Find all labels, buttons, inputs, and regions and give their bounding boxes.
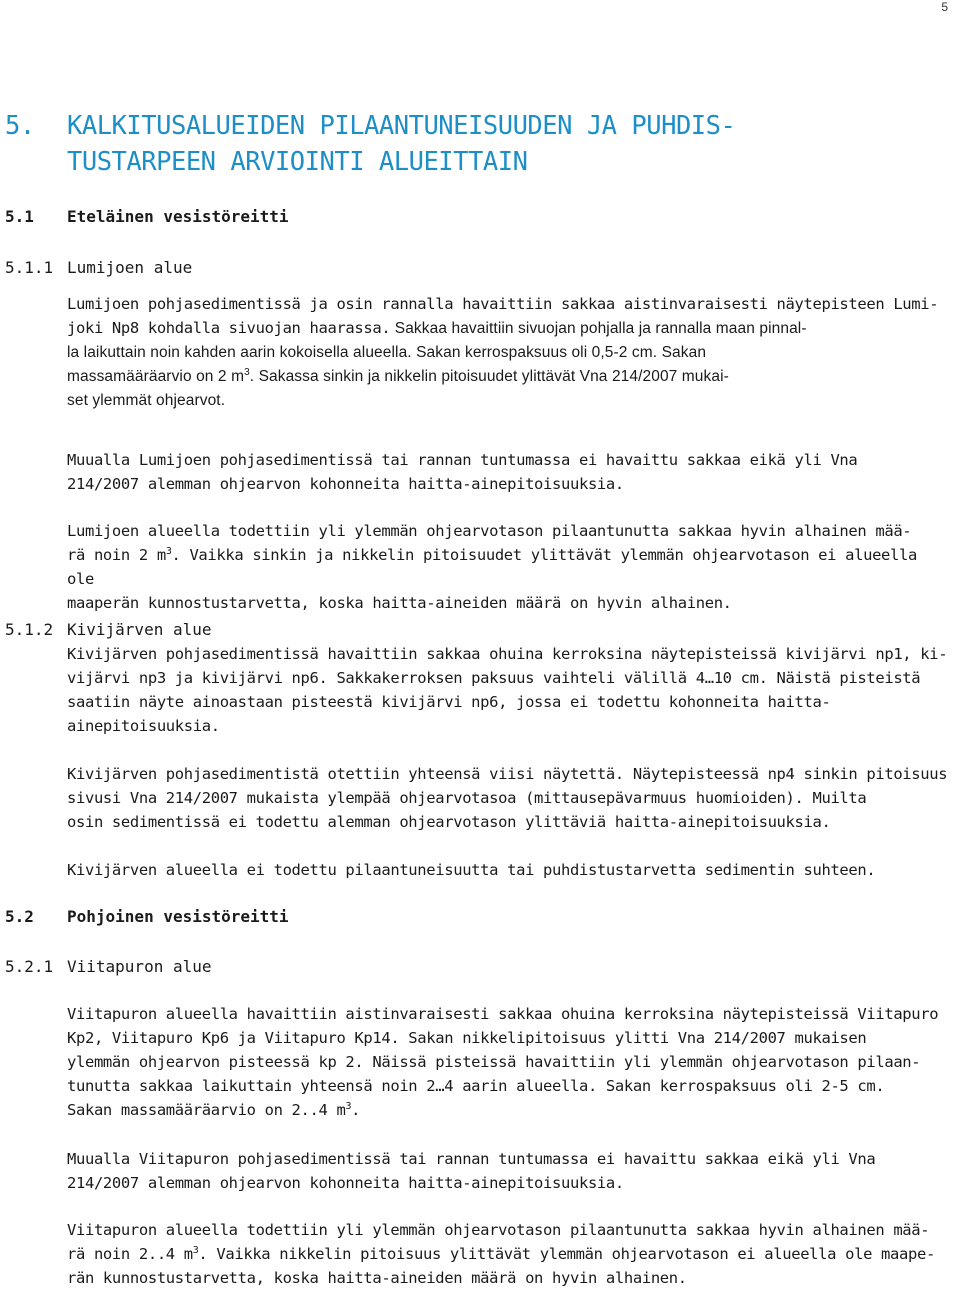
paragraph-viitapuro-2	[67, 1147, 952, 1195]
text-line: 214/2007 alemman ohjearvon kohonneita haitta-ainepitoisuuksia.	[67, 475, 624, 493]
text-line: Kivijärven pohjasedimentistä otettiin yhteensä viisi näytettä. Näytepisteessä np4 sinkin pitoisuus	[67, 765, 948, 783]
chapter-title-line-1: KALKITUSALUEIDEN PILAANTUNEISUUDEN JA PUHDIS-	[67, 111, 736, 141]
paragraph-lumijoki-1	[67, 292, 952, 413]
text-line: ainepitoisuuksia.	[67, 717, 220, 735]
section-heading-5-1	[5, 205, 945, 229]
subsection-title: Kivijärven alue	[67, 620, 212, 639]
text-line: saatiin näyte ainoastaan pisteestä kivijärvi np6, jossa ei todettu kohonneita haitta-	[67, 693, 831, 711]
text-line: Muualla Lumijoen pohjasedimentissä tai rannan tuntumassa ei havaittu sakkaa eikä yli Vna	[67, 451, 858, 469]
paragraph-lumijoki-3	[67, 519, 952, 615]
text-line: la laikuttain noin kahden aarin kokoisella alueella. Sakan kerrospaksuus oli 0,5-2 cm. Sakan	[67, 344, 707, 361]
text-line: Muualla Viitapuron pohjasedimentissä tai rannan tuntumassa ei havaittu sakkaa eikä yli Vna	[67, 1150, 876, 1168]
text-line: 214/2007 alemman ohjearvon kohonneita haitta-ainepitoisuuksia.	[67, 1174, 624, 1192]
text-line: Sakan massamääräarvio on 2..4 $m^3$.	[67, 1101, 361, 1119]
subsection-heading-5-1-1	[5, 256, 945, 280]
paragraph-kivijarvi-1	[67, 642, 952, 738]
section-number: 5.2	[5, 907, 34, 926]
text-line: joki Np8 kohdalla sivuojan haarassa. Sakkaa havaittiin sivuojan pohjalla ja rannalla maan pinnal-	[67, 319, 807, 337]
text-line: Lumijoen pohjasedimentissä ja osin rannalla havaittiin sakkaa aistinvaraisesti näytepisteen Lumi-	[67, 295, 939, 313]
subsection-heading-5-1-2	[5, 618, 945, 642]
paragraph-lumijoki-2	[67, 448, 952, 496]
subsection-number: 5.2.1	[5, 957, 54, 976]
paragraph-viitapuro-3	[67, 1218, 952, 1290]
text-line: Lumijoen alueella todettiin yli ylemmän ohjearvotason pilaantunutta sakkaa hyvin alhainen mää-	[67, 522, 912, 540]
paragraph-kivijarvi-2	[67, 762, 952, 834]
paragraph-kivijarvi-3	[67, 858, 952, 882]
text-line: Viitapuron alueella havaittiin aistinvaraisesti sakkaa ohuina kerroksina näytepisteissä Viitapuro	[67, 1005, 939, 1023]
text-line: massamääräarvio on 2 $m^3$. Sakassa sinkin ja nikkelin pitoisuudet ylittävät Vna 214/2007 mukai-	[67, 367, 729, 385]
subsection-number: 5.1.2	[5, 620, 54, 639]
chapter-number: 5.	[5, 111, 35, 141]
text-line: rä noin 2 $m^3$. Vaikka sinkin ja nikkelin pitoisuudet ylittävät ylemmän ohjearvotason ei alueella ole	[67, 546, 917, 588]
section-number: 5.1	[5, 207, 34, 226]
text-line: Kivijärven pohjasedimentissä havaittiin sakkaa ohuina kerroksina näytepisteissä kivijärvi np1, ki-	[67, 645, 948, 663]
chapter-title-line-2: TUSTARPEEN ARVIOINTI ALUEITTAIN	[67, 147, 528, 177]
section-title: Pohjoinen vesistöreitti	[67, 907, 289, 926]
text-line: set ylemmät ohjearvot.	[67, 392, 226, 409]
subsection-number: 5.1.1	[5, 258, 54, 277]
text-line: ylemmän ohjearvon pisteessä kp 2. Näissä pisteissä havaittiin yli ylemmän ohjearvotason pilaan-	[67, 1053, 921, 1071]
section-heading-5-2	[5, 905, 945, 929]
text-line: Kp2, Viitapuro Kp6 ja Viitapuro Kp14. Sakan nikkelipitoisuus ylitti Vna 214/2007 mukaisen	[67, 1029, 867, 1047]
chapter-heading	[5, 108, 955, 180]
text-line: vijärvi np3 ja kivijärvi np6. Sakkakerroksen paksuus vaihteli välillä 4…10 cm. Näistä pisteistä	[67, 669, 921, 687]
text-line: rä noin 2..4 $m^3$. Vaikka nikkelin pitoisuus ylittävät ylemmän ohjearvotason ei alueella ole maape-	[67, 1245, 935, 1263]
text-line: rän kunnostustarvetta, koska haitta-aineiden määrä on hyvin alhainen.	[67, 1269, 687, 1287]
text-line: Viitapuron alueella todettiin yli ylemmän ohjearvotason pilaantunutta sakkaa hyvin alhainen mää-	[67, 1221, 930, 1239]
text-line: Kivijärven alueella ei todettu pilaantuneisuutta tai puhdistustarvetta sedimentin suhteen.	[67, 861, 876, 879]
text-line: maaperän kunnostustarvetta, koska haitta-aineiden määrä on hyvin alhainen.	[67, 594, 732, 612]
paragraph-viitapuro-1	[67, 1002, 952, 1122]
text-line: tunutta sakkaa laikuttain yhteensä noin 2…4 aarin alueella. Sakan kerrospaksuus oli 2-5 cm.	[67, 1077, 885, 1095]
subsection-title: Viitapuron alue	[67, 957, 212, 976]
page-number: 5	[941, 0, 948, 14]
text-line: osin sedimentissä ei todettu alemman ohjearvotason ylittäviä haitta-ainepitoisuuksia.	[67, 813, 831, 831]
section-title: Eteläinen vesistöreitti	[67, 207, 289, 226]
subsection-heading-5-2-1	[5, 955, 945, 979]
subsection-title: Lumijoen alue	[67, 258, 193, 277]
text-line: sivusi Vna 214/2007 mukaista ylempää ohjearvotasoa (mittausepävarmuus huomioiden). Muilta	[67, 789, 867, 807]
